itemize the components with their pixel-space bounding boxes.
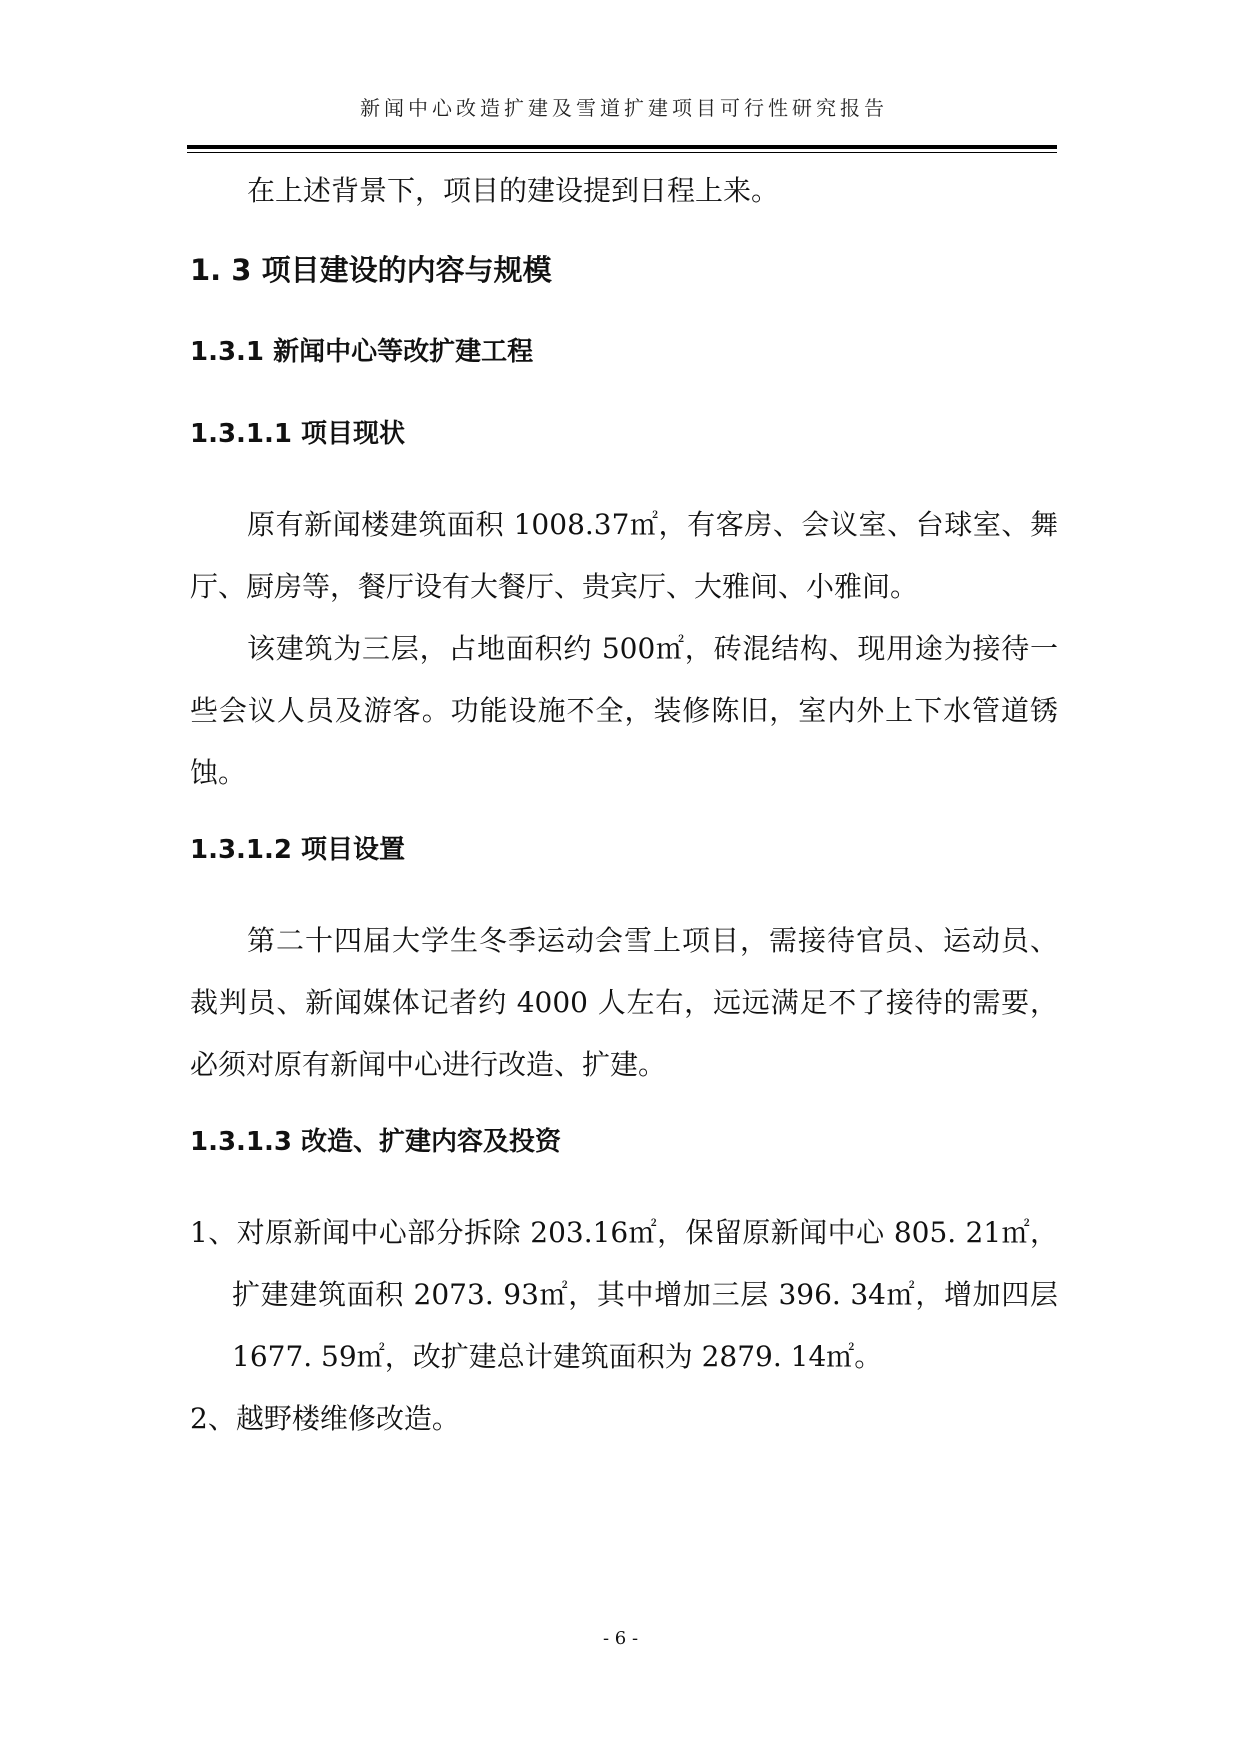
- intro-paragraph: 在上述背景下，项目的建设提到日程上来。: [247, 174, 780, 207]
- section-heading: 1. 3 项目建设的内容与规模: [190, 253, 552, 287]
- investment-item-2: 2、越野楼维修改造。: [190, 1402, 460, 1435]
- investment-item-1: 1、对原新闻中心部分拆除 203.16㎡，保留原新闻中心 805. 21㎡，扩建建筑面积 2073. 93㎡，其中增加三层 396. 34㎡，增加四层 1677. 59㎡，改扩建总计建筑面积为 2879. 14㎡。: [190, 1216, 1058, 1373]
- investment-heading: 1.3.1.3 改造、扩建内容及投资: [190, 1127, 562, 1157]
- page-body: [190, 160, 1058, 1450]
- setup-paragraph: 第二十四届大学生冬季运动会雪上项目，需接待官员、运动员、裁判员、新闻媒体记者约 4000 人左右，远远满足不了接待的需要，必须对原有新闻中心进行改造、扩建。: [190, 924, 1058, 1081]
- status-heading: 1.3.1.1 项目现状: [190, 419, 406, 449]
- header-rule-thick: [187, 145, 1057, 149]
- subsection-heading: 1.3.1 新闻中心等改扩建工程: [190, 337, 534, 367]
- status-paragraph-2: 该建筑为三层，占地面积约 500㎡，砖混结构、现用途为接待一些会议人员及游客。功能设施不全，装修陈旧，室内外上下水管道锈蚀。: [190, 632, 1058, 789]
- header-rule-thin: [187, 152, 1057, 153]
- status-paragraph-1: 原有新闻楼建筑面积 1008.37㎡，有客房、会议室、台球室、舞厅、厨房等，餐厅设有大餐厅、贵宾厅、大雅间、小雅间。: [190, 508, 1058, 603]
- page-number: - 6 -: [602, 1628, 639, 1649]
- setup-heading: 1.3.1.2 项目设置: [190, 835, 406, 865]
- running-header: 新闻中心改造扩建及雪道扩建项目可行性研究报告: [360, 96, 888, 120]
